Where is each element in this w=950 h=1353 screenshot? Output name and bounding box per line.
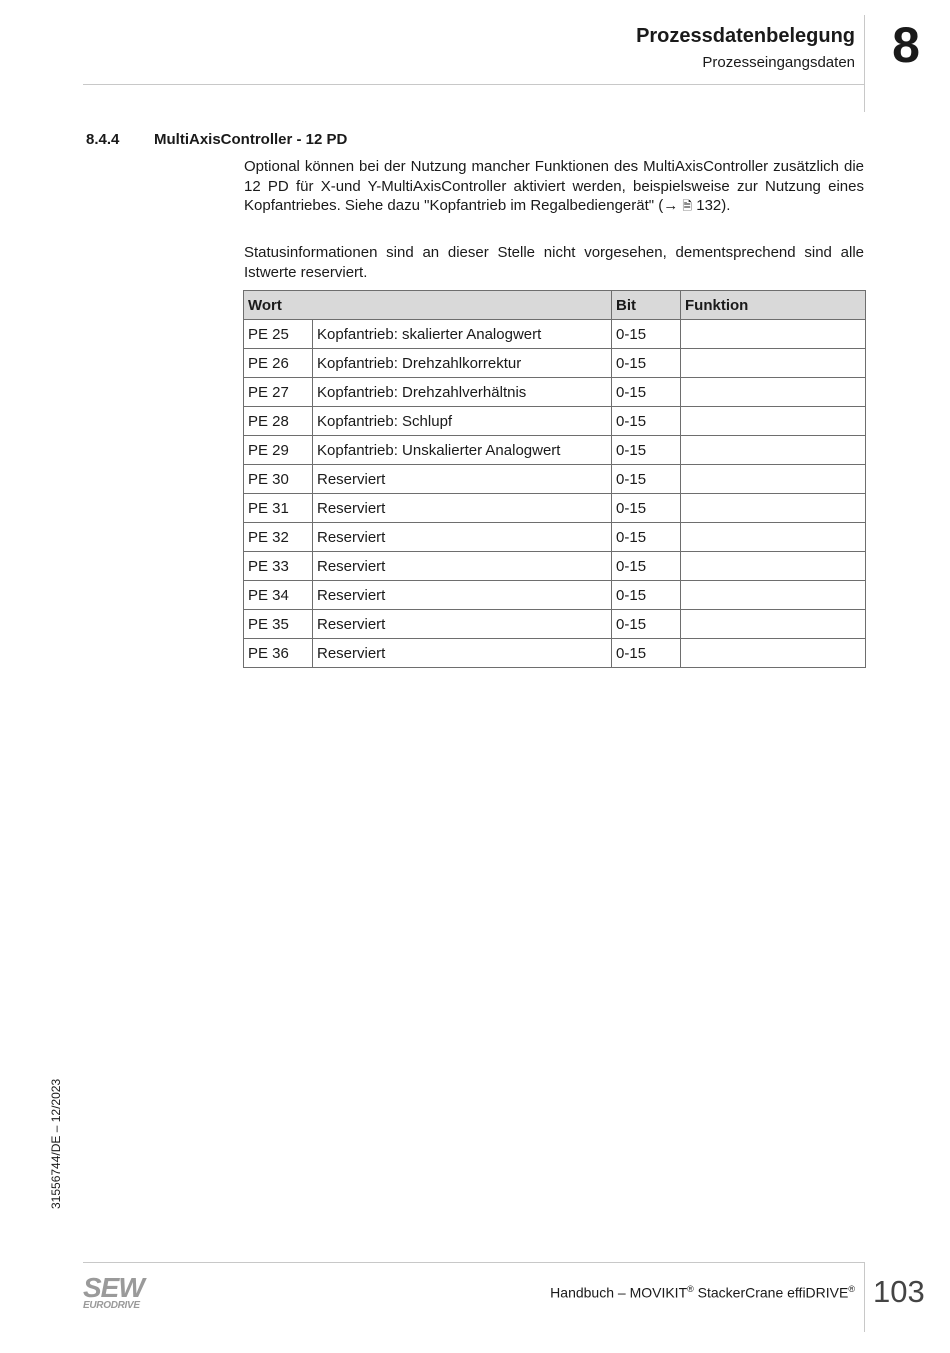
cell-description: Kopfantrieb: Drehzahlkorrektur (313, 349, 612, 378)
cell-funktion (681, 523, 866, 552)
logo-wordmark: SEW (83, 1272, 144, 1303)
section-title: MultiAxisController - 12 PD (154, 131, 348, 148)
cell-description: Reserviert (313, 494, 612, 523)
footer-divider (83, 1262, 864, 1263)
cell-word: PE 36 (244, 639, 313, 668)
header-funktion: Funktion (681, 291, 866, 320)
cell-bit: 0-15 (612, 610, 681, 639)
chapter-number: 8 (892, 17, 920, 73)
manual-title (550, 1284, 855, 1301)
header-wort: Wort (244, 291, 612, 320)
cell-funktion (681, 610, 866, 639)
intro-paragraph (244, 157, 864, 217)
table-row (244, 610, 866, 639)
cell-description: Kopfantrieb: Unskalierter Analogwert (313, 436, 612, 465)
cell-bit: 0-15 (612, 639, 681, 668)
table-row (244, 494, 866, 523)
cell-bit: 0-15 (612, 349, 681, 378)
cell-bit: 0-15 (612, 465, 681, 494)
cell-word: PE 35 (244, 610, 313, 639)
page-number: 103 (873, 1274, 925, 1309)
cell-funktion (681, 639, 866, 668)
cell-funktion (681, 407, 866, 436)
chapter-subtitle: Prozesseingangsdaten (702, 54, 855, 71)
cell-word: PE 26 (244, 349, 313, 378)
section-number: 8.4.4 (86, 131, 120, 148)
cell-funktion (681, 552, 866, 581)
cell-description: Reserviert (313, 552, 612, 581)
chapter-divider (864, 15, 865, 112)
page-number-divider (864, 1262, 865, 1332)
table-row (244, 378, 866, 407)
table-row (244, 581, 866, 610)
cell-description: Kopfantrieb: Drehzahlverhältnis (313, 378, 612, 407)
cell-funktion (681, 320, 866, 349)
document-icon: 🗎 (682, 199, 693, 213)
cell-bit: 0-15 (612, 436, 681, 465)
cell-funktion (681, 349, 866, 378)
cell-bit: 0-15 (612, 523, 681, 552)
registered-mark: ® (687, 1284, 694, 1294)
cell-bit: 0-15 (612, 494, 681, 523)
cell-description: Reserviert (313, 523, 612, 552)
cell-word: PE 29 (244, 436, 313, 465)
intro-text: Optional können bei der Nutzung mancher Funktionen des MultiAxisController zusätzlich die 12 PD für X-und Y-MultiAxisController aktiviert werden, beispielsweise zur Nutzung eines Kopfantriebes. Siehe dazu "Kopfantrieb im Regalbediengerät" (→ (244, 158, 864, 214)
cell-word: PE 27 (244, 378, 313, 407)
registered-mark: ® (848, 1284, 855, 1294)
table-row (244, 639, 866, 668)
cell-funktion (681, 494, 866, 523)
logo-subline: EURODRIVE (83, 1300, 140, 1311)
table-header-row (244, 291, 866, 320)
header-bit: Bit (612, 291, 681, 320)
chapter-title: Prozessdatenbelegung (636, 25, 855, 47)
manual-title-prefix: Handbuch – MOVIKIT (550, 1284, 688, 1301)
table-row (244, 465, 866, 494)
header-divider (83, 84, 864, 85)
cell-funktion (681, 581, 866, 610)
cell-funktion (681, 465, 866, 494)
table-row (244, 349, 866, 378)
table-row (244, 552, 866, 581)
cell-description: Reserviert (313, 639, 612, 668)
cell-bit: 0-15 (612, 378, 681, 407)
cell-word: PE 28 (244, 407, 313, 436)
status-paragraph: Statusinformationen sind an dieser Stelle nicht vorgesehen, dementsprechend sind alle Istwerte reserviert. (244, 244, 864, 281)
cell-description: Reserviert (313, 465, 612, 494)
process-data-table (243, 290, 866, 668)
cell-funktion (681, 436, 866, 465)
cell-bit: 0-15 (612, 407, 681, 436)
table-row (244, 407, 866, 436)
cell-funktion (681, 378, 866, 407)
cell-description: Reserviert (313, 581, 612, 610)
cell-word: PE 32 (244, 523, 313, 552)
sew-eurodrive-logo (83, 1272, 153, 1311)
table-row (244, 320, 866, 349)
page-reference-link[interactable]: 132). (692, 197, 731, 214)
manual-title-product: StackerCrane effiDRIVE (693, 1284, 849, 1301)
document-code: 31556744/DE – 12/2023 (49, 1078, 63, 1209)
cell-description: Reserviert (313, 610, 612, 639)
table-row (244, 436, 866, 465)
table-row (244, 523, 866, 552)
cell-word: PE 33 (244, 552, 313, 581)
cell-bit: 0-15 (612, 552, 681, 581)
cell-word: PE 30 (244, 465, 313, 494)
cell-word: PE 31 (244, 494, 313, 523)
cell-bit: 0-15 (612, 581, 681, 610)
cell-description: Kopfantrieb: Schlupf (313, 407, 612, 436)
cell-bit: 0-15 (612, 320, 681, 349)
cell-description: Kopfantrieb: skalierter Analogwert (313, 320, 612, 349)
cell-word: PE 34 (244, 581, 313, 610)
cell-word: PE 25 (244, 320, 313, 349)
